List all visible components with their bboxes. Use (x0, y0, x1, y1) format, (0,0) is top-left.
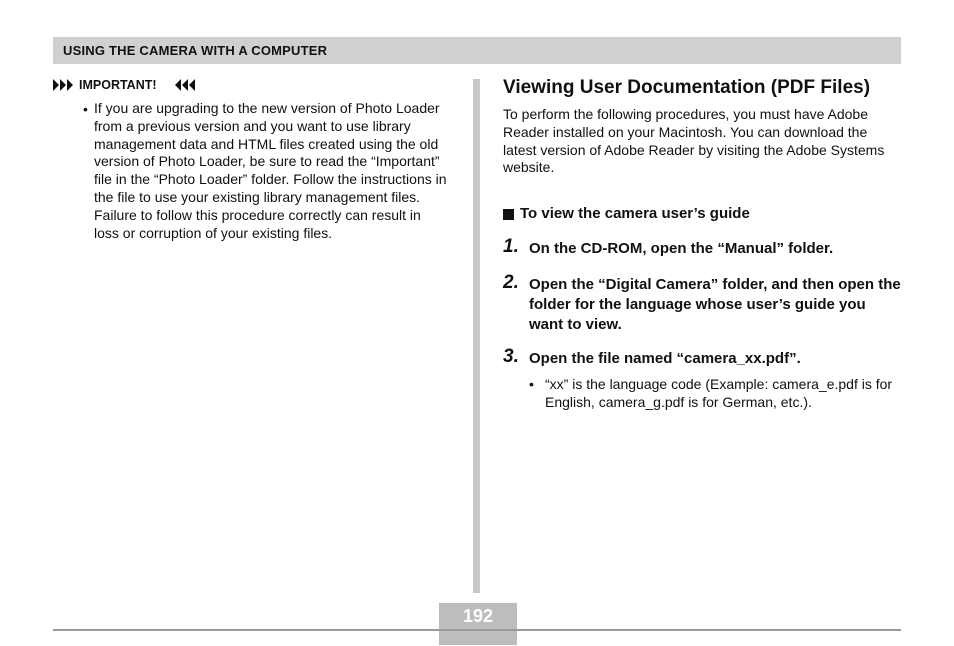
arrow-right-icon (53, 79, 75, 91)
bullet-dot: • (83, 101, 88, 117)
important-section (53, 77, 453, 242)
step-number: 3. (503, 346, 519, 368)
step-number: 1. (503, 236, 519, 258)
page-number-box-tab (439, 631, 517, 645)
subheading-text: To view the camera user’s guide (520, 205, 750, 223)
step-2 (503, 272, 903, 335)
section-title: Viewing User Documentation (PDF Files) (503, 77, 871, 98)
important-heading (53, 77, 453, 95)
subheading (503, 205, 903, 223)
important-bullet (83, 100, 453, 242)
square-icon (503, 209, 514, 220)
important-bullet-text: If you are upgrading to the new version of Photo Loader from a previous version and you want to use library management data and HTML files created using the old version of Photo Loader, be sure to read the “Important” file in the “Photo Loader” folder. Follow the instructions in the file to use your existing library management files. Failure to follow this procedure correctly can result in loss or corruption of your existing files. (94, 100, 447, 241)
step-3 (503, 346, 903, 369)
arrow-left-icon (175, 79, 197, 91)
note-bullet (529, 375, 903, 411)
page-number: 192 (462, 606, 494, 626)
header-title: USING THE CAMERA WITH A COMPUTER (63, 43, 328, 58)
pdf-section (503, 76, 903, 411)
step-text: Open the file named “camera_xx.pdf”. (529, 350, 801, 368)
section-intro: To perform the following procedures, you must have Adobe Reader installed on your Macintosh. You can download the latest version of Adobe Reader by visiting the Adobe Systems website. (503, 106, 885, 176)
step-text: On the CD-ROM, open the “Manual” folder. (529, 240, 834, 258)
step-1 (503, 236, 903, 259)
step-text: Open the “Digital Camera” folder, and then open the folder for the language whose user’s guide you want to view. (529, 276, 901, 334)
column-divider (473, 79, 480, 593)
header-bar (53, 37, 901, 64)
step-number: 2. (503, 272, 519, 294)
page-number-box (439, 603, 517, 629)
important-label: IMPORTANT! (79, 78, 157, 92)
note-text: “xx” is the language code (Example: camera_e.pdf is for English, camera_g.pdf is for German, etc.). (545, 376, 893, 411)
bullet-dot: • (529, 376, 534, 393)
